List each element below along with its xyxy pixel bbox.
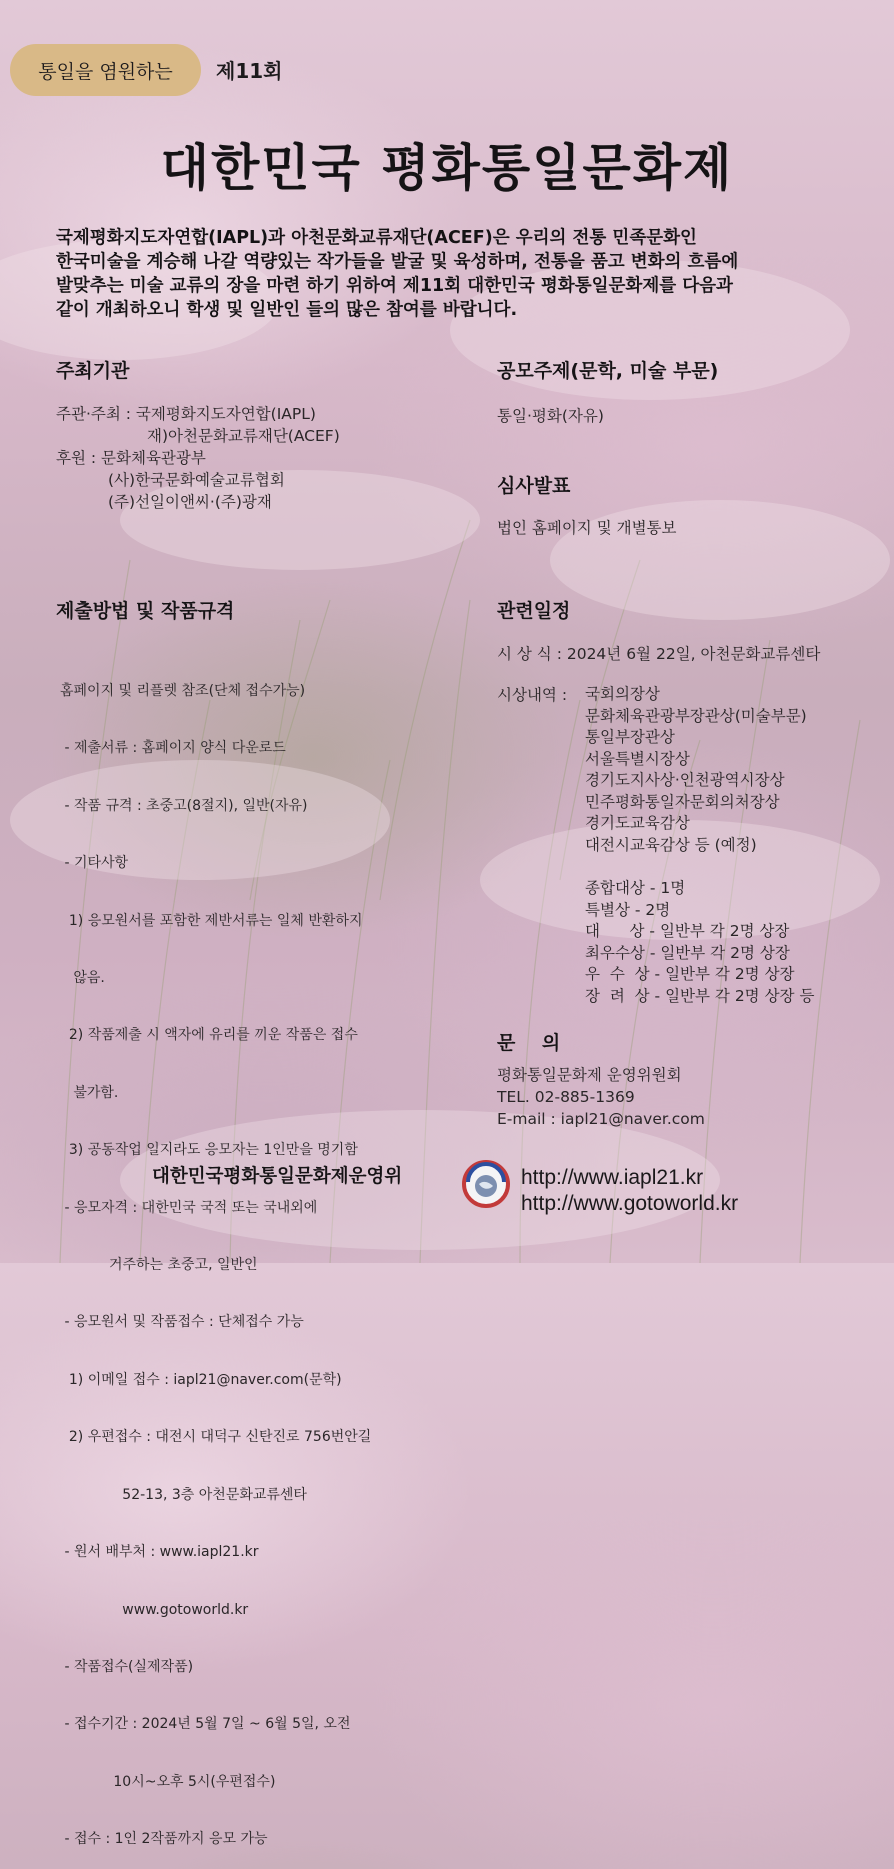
page-title: 대한민국 평화통일문화제: [160, 139, 734, 197]
header-pill: [10, 44, 201, 96]
host-heading: 주최기관: [56, 360, 130, 382]
ceremony-text: 시 상 식 : 2024년 6월 22일, 아천문화교류센타: [497, 645, 821, 663]
prize-item: 우 수 상 - 일반부 각 2명 상장: [585, 965, 795, 983]
submission-line: 거주하는 초중고, 일반인: [60, 1257, 258, 1274]
submission-list: [60, 644, 371, 1869]
contact-line: 평화통일문화제 운영위원회: [497, 1066, 682, 1084]
contact-line: TEL. 02-885-1369: [497, 1088, 635, 1106]
award-item: 통일부장관상: [585, 728, 675, 746]
submission-line: 않음.: [60, 970, 105, 987]
submission-line: - 기타사항: [60, 855, 129, 872]
submission-line: - 작품 규격 : 초중고(8절지), 일반(자유): [60, 797, 308, 814]
submission-line: www.gotoworld.kr: [60, 1601, 249, 1618]
submission-line: 홈페이지 및 리플렛 참조(단체 접수가능): [60, 683, 306, 699]
awards-list: [585, 684, 807, 856]
submission-line: 52-13, 3층 아천문화교류센타: [60, 1486, 307, 1503]
pill-text: 통일을 염원하는: [38, 60, 173, 83]
award-item: 국회의장상: [585, 685, 660, 703]
intro-line: 발맞추는 미술 교류의 장을 마련 하기 위하여 제11회 대한민국 평화통일문화제를 다음과: [56, 276, 733, 296]
theme-text: 통일·평화(자유): [497, 407, 604, 425]
contact-list: [497, 1064, 705, 1130]
intro-line: 한국미술을 계승해 나갈 역량있는 작가들을 발굴 및 육성하며, 전통을 품고 변화의 흐름에: [56, 252, 739, 272]
award-item: 대전시교육감상 등 (예정): [585, 835, 757, 854]
submission-line: - 접수 : 1인 2작품까지 응모 가능: [60, 1831, 268, 1848]
edition-label: 제11회: [216, 59, 283, 83]
submission-line: - 응모자격 : 대한민국 국적 또는 국내외에: [60, 1199, 318, 1216]
organizer-name: 대한민국평화통일문화제운영위: [152, 1166, 403, 1187]
judging-heading: 심사발표: [497, 475, 571, 497]
submission-line: - 작품접수(실제작품): [60, 1658, 194, 1675]
contact-email[interactable]: E-mail : iapl21@naver.com: [497, 1110, 705, 1128]
organization-logo-icon: [462, 1160, 510, 1208]
host-line: (주)선일이앤씨·(주)광재: [108, 493, 272, 511]
submission-line: 3) 공동작업 일지라도 응모자는 1인만을 명기함: [60, 1142, 358, 1159]
submission-line: 1) 응모원서를 포함한 제반서류는 일체 반환하지: [60, 912, 363, 929]
prize-item: 장 려 상 - 일반부 각 2명 상장 등: [585, 986, 815, 1005]
award-item: 경기도지사상·인천광역시장상: [585, 771, 785, 789]
host-line: 주관·주최 : 국제평화지도자연합(IAPL): [56, 405, 316, 423]
theme-heading: 공모주제(문학, 미술 부문): [497, 360, 719, 382]
submission-line: 2) 작품제출 시 액자에 유리를 끼운 작품은 접수: [60, 1027, 358, 1044]
submission-line: 1) 이메일 접수 : iapl21@naver.com(문학): [60, 1371, 342, 1388]
intro-line: 국제평화지도자연합(IAPL)과 아천문화교류재단(ACEF)은 우리의 전통 민족문화인: [56, 228, 697, 248]
award-item: 서울특별시장상: [585, 749, 690, 768]
submission-line: 불가함.: [60, 1084, 119, 1101]
submission-line: 10시~오후 5시(우편접수): [60, 1773, 276, 1790]
contact-heading: 문 의: [497, 1032, 561, 1054]
host-line: (사)한국문화예술교류협회: [108, 471, 285, 489]
submission-line: - 접수기간 : 2024년 5월 7일 ~ 6월 5일, 오전: [60, 1716, 351, 1733]
submission-line: - 제출서류 : 홈페이지 양식 다운로드: [60, 740, 286, 757]
submission-line: - 응모원서 및 작품접수 : 단체접수 가능: [60, 1314, 304, 1331]
awards-label: 시상내역 :: [497, 686, 568, 704]
prize-item: 특별상 - 2명: [585, 900, 671, 919]
submission-heading: 제출방법 및 작품규격: [56, 600, 235, 622]
award-item: 경기도교육감상: [585, 814, 690, 832]
website-link[interactable]: http://www.gotoworld.kr: [521, 1192, 739, 1215]
prize-item: 대 상 - 일반부 각 2명 상장: [585, 922, 790, 940]
submission-line: 2) 우편접수 : 대전시 대덕구 신탄진로 756번안길: [60, 1429, 372, 1446]
intro-line: 같이 개최하오니 학생 및 일반인 들의 많은 참여를 바랍니다.: [56, 300, 518, 320]
prize-item: 최우수상 - 일반부 각 2명 상장: [585, 943, 790, 962]
submission-line: - 원서 배부처 : www.iapl21.kr: [60, 1544, 259, 1561]
host-line: 재)아천문화교류재단(ACEF): [147, 427, 340, 445]
judging-text: 법인 홈페이지 및 개별통보: [497, 519, 677, 537]
award-item: 문화체육관광부장관상(미술부문): [585, 706, 807, 725]
prize-item: 종합대상 - 1명: [585, 879, 686, 897]
host-line: 후원 : 문화체육관광부: [56, 449, 206, 467]
award-item: 민주평화통일자문회의처장상: [585, 792, 780, 811]
prizes-list: [585, 878, 814, 1007]
schedule-heading: 관련일정: [497, 600, 571, 622]
website-link[interactable]: http://www.iapl21.kr: [521, 1166, 704, 1189]
intro-paragraph: [56, 226, 856, 322]
